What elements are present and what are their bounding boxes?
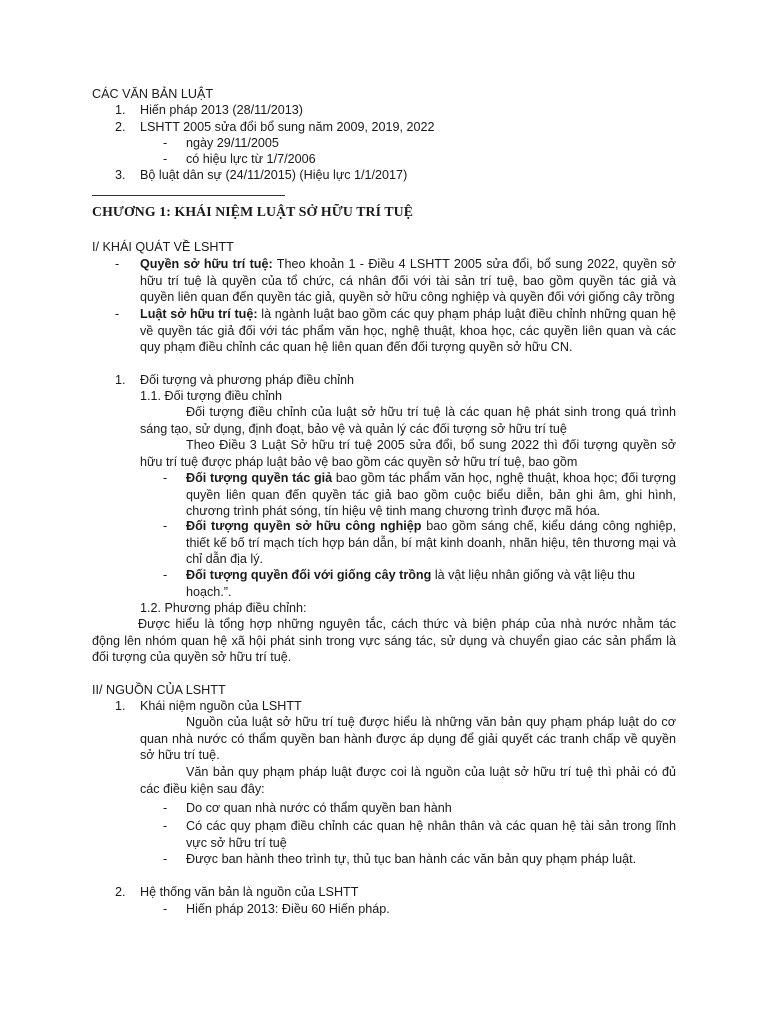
bullet-dash: -: [163, 152, 168, 166]
paragraph-source-definition: Nguồn của luật sở hữu trí tuệ được hiểu là những văn bản quy phạm pháp luật do cơ quan nhà nước có thẩm quyền ban hành được áp dụng để giải quyết các tranh chấp về quyền sở hữu trí tuệ.: [140, 715, 676, 762]
separator-line: [92, 195, 285, 196]
object-plant-variety-term: Đối tượng quyền đối với giống cây trồng: [186, 568, 432, 582]
paragraph-object-definition: Đối tượng điều chỉnh của luật sở hữu trí tuệ là các quan hệ phát sinh trong quá trình sáng tạo, sử dụng, định đoạt, bảo vệ và quản lý các đối tượng sở hữu trí tuệ: [140, 405, 676, 436]
section-2-title: II/ NGUỒN CỦA LSHTT: [92, 683, 226, 697]
paragraph-source-conditions: Văn bản quy phạm pháp luật được coi là nguồn của luật sở hữu trí tuệ thì phải có đủ các điều kiện sau đây:: [140, 765, 676, 796]
bullet-dash: -: [163, 852, 168, 866]
condition-2: Có các quy phạm điều chỉnh các quan hệ nhân thân và các quan hệ tài sản trong lĩnh vực sở hữu trí tuệ: [186, 819, 676, 850]
condition-3: Được ban hành theo trình tự, thủ tục ban hành các văn bản quy phạm pháp luật.: [186, 852, 637, 866]
item-2-2-title: Hệ thống văn bản là nguồn của LSHTT: [140, 885, 359, 899]
law-sub-item-1: ngày 29/11/2005: [186, 136, 279, 150]
object-copyright-term: Đối tượng quyền tác giả: [186, 471, 333, 485]
item-2-1-num: 1.: [115, 699, 126, 713]
item-2-2-num: 2.: [115, 885, 126, 899]
paragraph-article-3: Theo Điều 3 Luật Sở hữu trí tuệ 2005 sửa đổi, bổ sung 2022 thì đối tượng quyền sở hữu trí tuệ được pháp luật bảo vệ bao gồm các quyền sở hữu trí tuệ, bao gồm: [140, 438, 676, 469]
definition-ip-law-text: là ngành luật bao gồm các quy phạm pháp luật điều chỉnh những quan hệ về quyền tác giả đối với tác phẩm văn học, nghệ thuật, khoa học, các quyền liên quan và các quy phạm điều chỉnh các quan hệ liên quan đến đối tượng quyền sở hữu CN.: [140, 307, 676, 354]
paragraph-method: Được hiểu là tổng hợp những nguyên tắc, cách thức và biện pháp của nhà nước nhằm tác động lên nhóm quan hệ xã hội phát sinh trong vực sáng tác, sử dụng và chuyển giao các sản phẩm là đối tượng của quyền sở hữu trí tuệ.: [92, 617, 676, 664]
definition-ip-rights-text: Theo khoản 1 - Điều 4 LSHTT 2005 sửa đổi, bổ sung 2022, quyền sở hữu trí tuệ là quyền của tổ chức, cá nhân đối với tài sản trí tuệ, bao gồm quyền tác giả và quyền liên quan đến quyền tác giả, quyền sở hữu công nghiệp và quyền đối với giống cây trồng: [140, 257, 676, 304]
law-item-2-num: 2.: [115, 120, 126, 134]
laws-title: CÁC VĂN BẢN LUẬT: [92, 87, 214, 101]
bullet-dash: -: [163, 136, 168, 150]
bullet-dash: -: [163, 519, 168, 533]
chapter-title: CHƯƠNG 1: KHÁI NIỆM LUẬT SỞ HỮU TRÍ TUỆ: [92, 204, 414, 219]
item-1-num: 1.: [115, 373, 126, 387]
law-item-2: LSHTT 2005 sửa đổi bổ sung năm 2009, 2019, 2022: [140, 120, 435, 134]
object-industrial-property-term: Đối tượng quyền sở hữu công nghiệp: [186, 519, 422, 533]
bullet-dash: -: [115, 307, 120, 321]
bullet-dash: -: [163, 471, 168, 485]
subsection-1-2-title: 1.2. Phương pháp điều chỉnh:: [140, 601, 307, 615]
subsection-1-1-title: 1.1. Đối tượng điều chỉnh: [140, 389, 283, 403]
object-industrial-property-text: bao gồm sáng chế, kiểu dáng công nghiệp, thiết kế bố trí mạch tích hợp bán dẫn, bí mật kinh doanh, nhãn hiệu, tên thương mại và chỉ dẫn địa lý.: [186, 519, 676, 566]
law-item-1: Hiến pháp 2013 (28/11/2013): [140, 103, 303, 117]
condition-1: Do cơ quan nhà nước có thẩm quyền ban hành: [186, 801, 452, 815]
section-1-title: I/ KHÁI QUÁT VỀ LSHTT: [92, 240, 234, 254]
bullet-dash: -: [163, 902, 168, 916]
definition-ip-rights: [140, 256, 676, 306]
source-constitution: Hiến pháp 2013: Điều 60 Hiến pháp.: [186, 902, 390, 916]
definition-ip-rights-term: Quyền sở hữu trí tuệ:: [140, 257, 273, 271]
object-plant-variety: [186, 567, 676, 600]
item-2-1-title: Khái niệm nguồn của LSHTT: [140, 699, 302, 713]
definition-ip-law: [140, 306, 676, 356]
object-industrial-property: [186, 518, 676, 568]
law-sub-item-2: có hiệu lực từ 1/7/2006: [186, 152, 316, 166]
definition-ip-law-term: Luật sở hữu trí tuệ:: [140, 307, 258, 321]
object-copyright: [186, 470, 676, 520]
law-item-1-num: 1.: [115, 103, 126, 117]
object-copyright-text: bao gồm tác phẩm văn học, nghệ thuật, khoa học; đối tượng quyền liên quan đến quyền tác giả bao gồm cuộc biểu diễn, bản ghi âm, ghi hình, chương trình phát sóng, tín hiệu vệ tinh mang chương trình được mã hóa.: [186, 471, 676, 518]
item-1-title: Đối tượng và phương pháp điều chỉnh: [140, 373, 355, 387]
law-item-3-num: 3.: [115, 168, 126, 182]
law-item-3: Bộ luật dân sự (24/11/2015) (Hiệu lực 1/1/2017): [140, 168, 408, 182]
bullet-dash: -: [115, 257, 120, 271]
bullet-dash: -: [163, 801, 168, 815]
bullet-dash: -: [163, 568, 168, 582]
object-plant-variety-text: là vật liệu nhân giống và vật liệu thu hoạch.”.: [186, 568, 636, 599]
bullet-dash: -: [163, 819, 168, 833]
